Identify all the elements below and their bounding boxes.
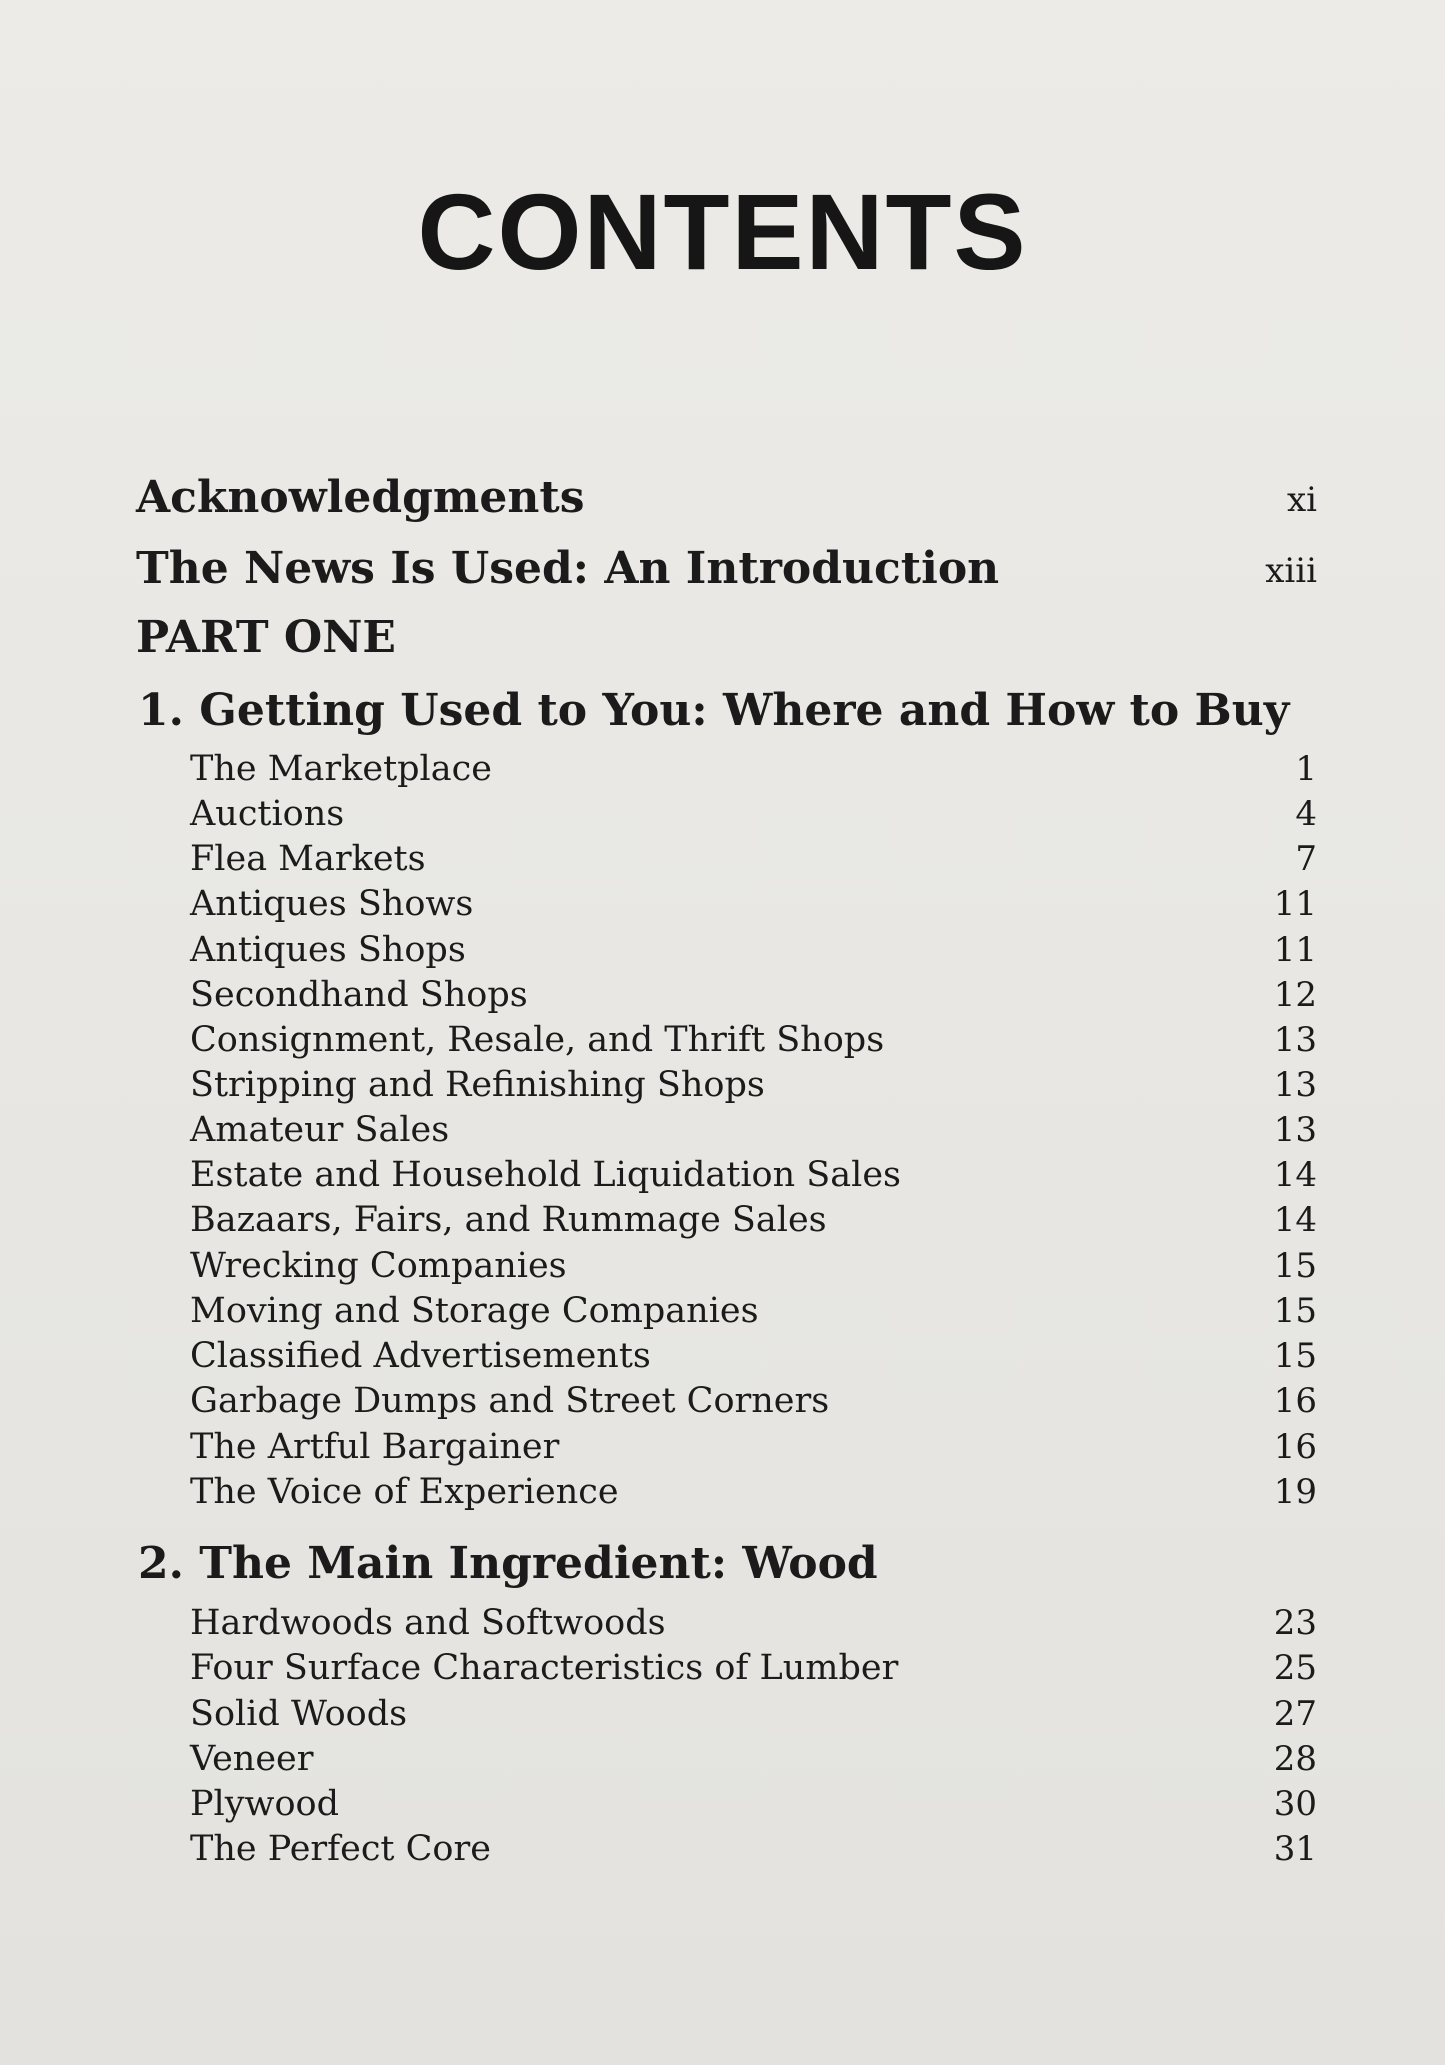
toc-entry-label: Estate and Household Liquidation Sales xyxy=(190,1155,901,1195)
toc-entry-label: Antiques Shows xyxy=(190,884,474,924)
toc-entry-label: Hardwoods and Softwoods xyxy=(190,1603,666,1643)
toc-entry-label: Veneer xyxy=(190,1739,314,1779)
toc-page-number: 19 xyxy=(1273,1472,1317,1512)
toc-entry-label: Solid Woods xyxy=(190,1694,408,1734)
toc-page-number: 4 xyxy=(1295,794,1317,834)
toc-entry-label: Plywood xyxy=(190,1784,340,1824)
toc-entry-label: Four Surface Characteristics of Lumber xyxy=(190,1648,899,1688)
toc-page-number: 13 xyxy=(1273,1020,1317,1060)
toc-entry-label: The Artful Bargainer xyxy=(190,1427,560,1467)
toc-page-number: xiii xyxy=(1265,551,1317,591)
toc-entry-label: Secondhand Shops xyxy=(190,975,528,1015)
toc-entry-label: Flea Markets xyxy=(190,839,426,879)
toc-page-number: 11 xyxy=(1273,884,1317,924)
toc-page-number: 15 xyxy=(1273,1246,1317,1286)
toc-entry-label: Bazaars, Fairs, and Rummage Sales xyxy=(190,1200,827,1240)
toc-page-number: 16 xyxy=(1273,1381,1317,1421)
toc-page-number: 14 xyxy=(1273,1200,1317,1240)
toc-page-number: 27 xyxy=(1273,1694,1317,1734)
toc-page-number: 28 xyxy=(1273,1739,1317,1779)
toc-entry-label: The Voice of Experience xyxy=(190,1472,619,1512)
toc-entry-label: Garbage Dumps and Street Corners xyxy=(190,1381,830,1421)
toc-page-number: 25 xyxy=(1273,1648,1317,1688)
chapter-title: 2. The Main Ingredient: Wood xyxy=(138,1538,878,1589)
toc-page-number: 14 xyxy=(1273,1155,1317,1195)
toc-page-number: 13 xyxy=(1273,1065,1317,1105)
toc-entry-label: Antiques Shops xyxy=(190,930,466,970)
toc-page-number: 23 xyxy=(1273,1603,1317,1643)
toc-entry-label: Auctions xyxy=(190,794,345,834)
toc-page-number: 13 xyxy=(1273,1110,1317,1150)
toc-entry-label: The Marketplace xyxy=(190,749,492,789)
toc-page-number: 31 xyxy=(1273,1829,1317,1869)
toc-entry-label: Wrecking Companies xyxy=(190,1246,567,1286)
page-title: CONTENTS xyxy=(417,171,1028,292)
toc-page-number: 15 xyxy=(1273,1336,1317,1376)
toc-page-number: 11 xyxy=(1273,930,1317,970)
toc-entry-label: Stripping and Refinishing Shops xyxy=(190,1065,765,1105)
part-label: PART ONE xyxy=(136,612,396,663)
toc-page-number: 30 xyxy=(1273,1784,1317,1824)
toc-entry-label: Moving and Storage Companies xyxy=(190,1291,759,1331)
toc-front-label: The News Is Used: An Introduction xyxy=(136,543,1000,594)
toc-page-number: 15 xyxy=(1273,1291,1317,1331)
toc-page-number: 12 xyxy=(1273,975,1317,1015)
toc-page-number: xi xyxy=(1286,480,1317,520)
toc-entry-label: Amateur Sales xyxy=(190,1110,450,1150)
toc-entry-label: Classified Advertisements xyxy=(190,1336,651,1376)
toc-page-number: 1 xyxy=(1295,749,1317,789)
toc-entry-label: Consignment, Resale, and Thrift Shops xyxy=(190,1020,885,1060)
toc-page-number: 7 xyxy=(1295,839,1317,879)
chapter-title: 1. Getting Used to You: Where and How to Buy xyxy=(138,685,1290,736)
toc-front-label: Acknowledgments xyxy=(136,472,585,523)
toc-page-number: 16 xyxy=(1273,1427,1317,1467)
toc-entry-label: The Perfect Core xyxy=(190,1829,491,1869)
